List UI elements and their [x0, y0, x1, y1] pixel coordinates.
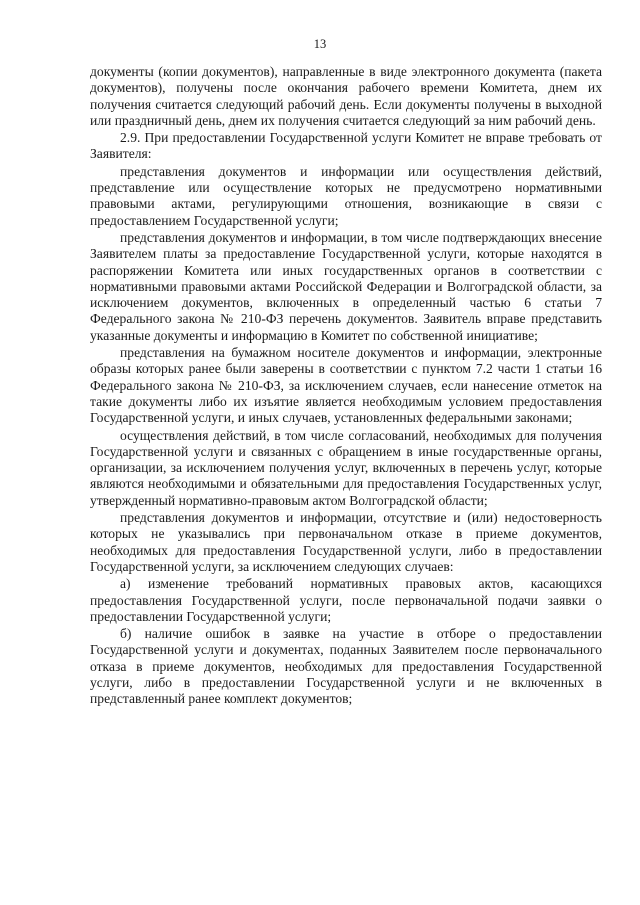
- paragraph-case-a: а) изменение требований нормативных правовых актов, касающихся предоставления Государственной услуги, после первоначальной подачи заявки о предоставлении Государственной услуги;: [90, 576, 602, 624]
- paragraph-case-b: б) наличие ошибок в заявке на участие в отборе о предоставлении Государственной услуги и документах, поданных Заявителем после первоначального отказа в приеме документов, необходимых для предоставления Государственной услуги, либо в предоставлении Государственной услуги и не включенных в представленный ранее комплект документов;: [90, 626, 602, 707]
- page-number: 13: [313, 37, 327, 51]
- document-body: [90, 64, 602, 709]
- paragraph-requirement-1: представления документов и информации или осуществления действий, представление или осуществление которых не предусмотрено нормативными правовыми актами, регулирующими отношения, возникающие в связи с предоставлением Государственной услуги;: [90, 163, 602, 228]
- paragraph-continuation: документы (копии документов), направленные в виде электронного документа (пакета документов), получены после окончания рабочего времени Комитета, днем их получения считается следующий рабочий день. Если документы получены в выходной или праздничный день, днем их получения считается следующий за ним рабочий день.: [90, 64, 602, 128]
- paragraph-section-2-9: 2.9. При предоставлении Государственной услуги Комитет не вправе требовать от Заявителя:: [90, 130, 602, 162]
- paragraph-requirement-4: осуществления действий, в том числе согласований, необходимых для получения Государственной услуги и связанных с обращением в иные государственные органы, организации, за исключением получения услуг, включенных в перечень услуг, которые являются необходимыми и обязательными для предоставления Государственных услуг, утвержденный нормативно-правовым актом Волгоградской области;: [90, 427, 602, 508]
- paragraph-requirement-5: представления документов и информации, отсутствие и (или) недостоверность которых не указывались при первоначальном отказе в приеме документов, необходимых для предоставления Государственной услуги, либо в предоставлении Государственной услуги, за исключением следующих случаев:: [90, 510, 602, 574]
- paragraph-requirement-2: представления документов и информации, в том числе подтверждающих внесение Заявителем платы за предоставление Государственной услуги, которые находятся в распоряжении Комитета или иных государственных органов в соответствии с нормативными правовыми актами Российской Федерации и Волгоградской области, за исключением документов, включенных в определенный частью 6 статьи 7 Федерального закона № 210-ФЗ перечень документов. Заявитель вправе представить указанные документы и информацию в Комитет по собственной инициативе;: [90, 229, 602, 343]
- paragraph-requirement-3: представления на бумажном носителе документов и информации, электронные образы которых ранее были заверены в соответствии с пунктом 7.2 части 1 статьи 16 Федерального закона № 210-ФЗ, за исключением случаев, если нанесение отметок на такие документы либо их изъятие является необходимым условием предоставления Государственной услуги, и иных случаев, установленных федеральными законами;: [90, 345, 602, 426]
